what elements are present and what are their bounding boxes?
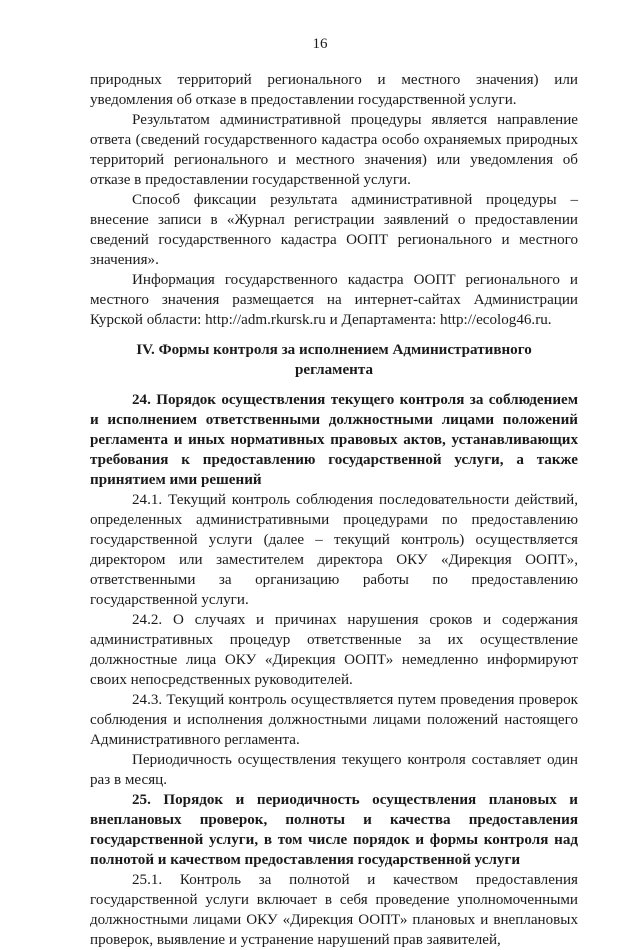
page-number: 16	[312, 36, 328, 52]
paragraph-24-3: 24.3. Текущий контроль осуществляется путем проведения проверок соблюдения и исполнения должностными лицами положений настоящего Административного регламента.	[90, 692, 578, 748]
paragraph-fixation-method: Способ фиксации результата административной процедуры – внесение записи в «Журнал регистрации заявлений о предоставлении сведений государственного кадастра ООПТ регионального и местного значения».	[90, 192, 578, 268]
paragraph-periodicity: Периодичность осуществления текущего контроля составляет один раз в месяц.	[90, 752, 578, 788]
section-heading: IV. Формы контроля за исполнением Административного регламента	[136, 342, 532, 378]
subsection-heading-24: 24. Порядок осуществления текущего контроля за соблюдением и исполнением ответственными должностными лицами положений регламента и иных нормативных правовых актов, устанавливающих требования к предоставлению государственной услуги, а также принятием ими решений	[90, 392, 578, 488]
paragraph-24-2: 24.2. О случаях и причинах нарушения сроков и содержания административных процедур ответственные за их осуществление должностные лица ОКУ «Дирекция ООПТ» немедленно информируют своих непосредственных руководителей.	[90, 612, 578, 688]
paragraph-continuation: природных территорий регионального и местного значения) или уведомления об отказе в предоставлении государственной услуги.	[90, 72, 578, 108]
document-body	[90, 70, 578, 950]
subsection-heading-25: 25. Порядок и периодичность осуществления плановых и внеплановых проверок, полноты и качества предоставления государственной услуги, в том числе порядок и формы контроля над полнотой и качеством предоставления государственной услуги	[90, 792, 578, 868]
paragraph-cadastre-info: Информация государственного кадастра ООПТ регионального и местного значения размещается на интернет-сайтах Администрации Курской области: http://adm.rkursk.ru и Департамента: http://ecolog46.ru.	[90, 272, 578, 328]
paragraph-result: Результатом административной процедуры является направление ответа (сведений государственного кадастра особо охраняемых природных территорий регионального и местного значения) или уведомления об отказе в предоставлении государственной услуги.	[90, 112, 578, 188]
paragraph-24-1: 24.1. Текущий контроль соблюдения последовательности действий, определенных административными процедурами по предоставлению государственной услуги (далее – текущий контроль) осуществляется директором или заместителем директора ОКУ «Дирекция ООПТ», ответственными за организацию работы по предоставлению государственной услуги.	[90, 492, 578, 608]
paragraph-25-1: 25.1. Контроль за полнотой и качеством предоставления государственной услуги включает в себя проведение уполномоченными должностными лицами ОКУ «Дирекция ООПТ» плановых и внеплановых проверок, выявление и устранение нарушений прав заявителей,	[90, 872, 578, 948]
